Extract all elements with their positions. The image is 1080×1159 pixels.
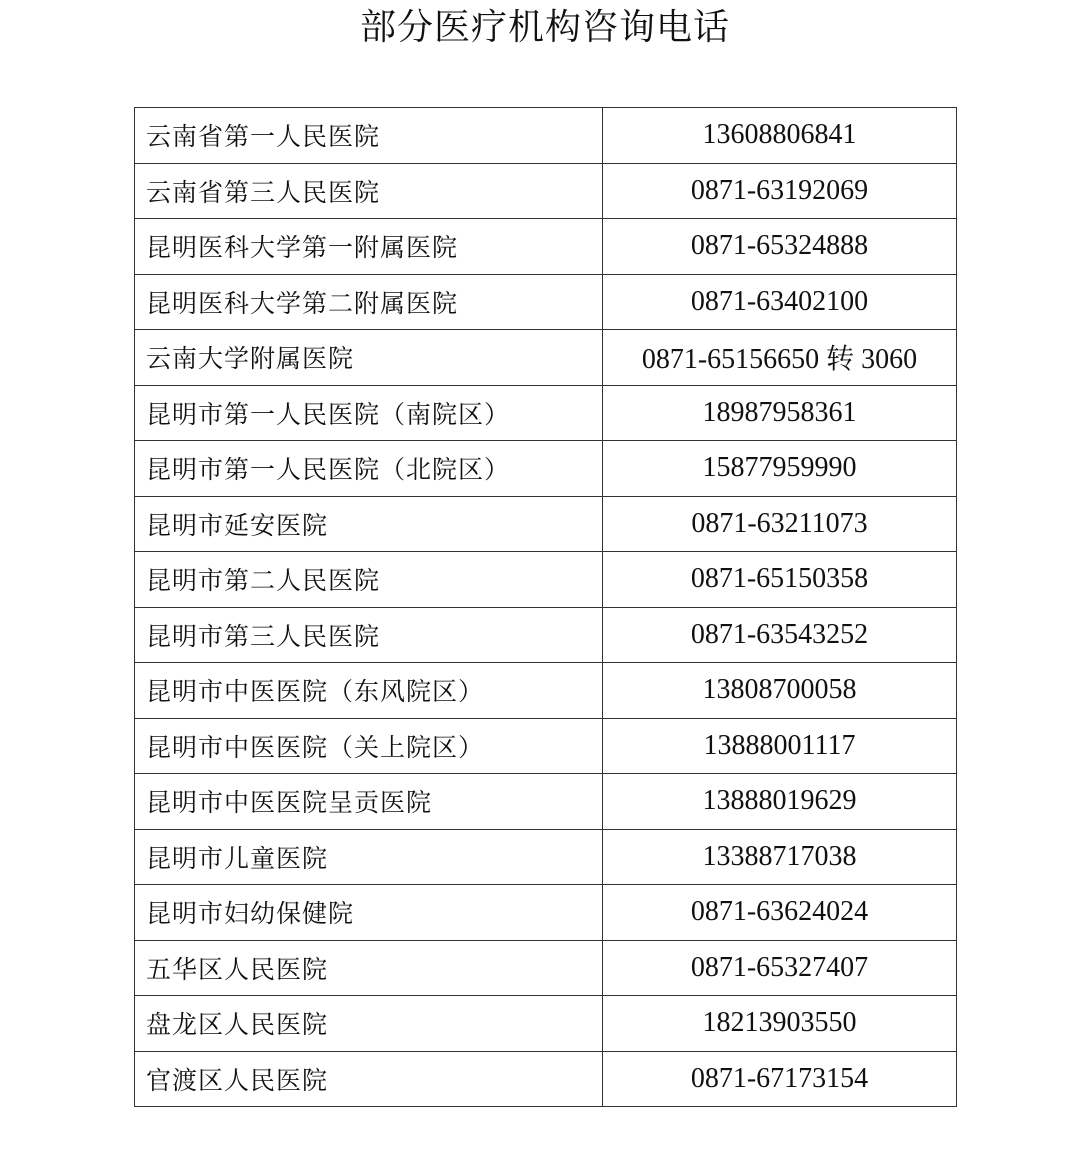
table-row xyxy=(135,330,957,386)
table-row xyxy=(135,885,957,941)
hospital-name: 云南大学附属医院 xyxy=(135,330,603,386)
phone-number: 0871-65150358 xyxy=(603,552,957,608)
phone-number: 13388717038 xyxy=(603,829,957,885)
table-row xyxy=(135,663,957,719)
hospital-name: 昆明市第三人民医院 xyxy=(135,607,603,663)
hospital-name: 昆明市妇幼保健院 xyxy=(135,885,603,941)
hospital-name: 云南省第一人民医院 xyxy=(135,108,603,164)
hospital-name: 昆明市中医医院（关上院区） xyxy=(135,718,603,774)
table-row xyxy=(135,496,957,552)
hospital-name: 官渡区人民医院 xyxy=(135,1051,603,1107)
table-row xyxy=(135,163,957,219)
phone-number: 0871-63624024 xyxy=(603,885,957,941)
phone-number: 18213903550 xyxy=(603,996,957,1052)
table-row xyxy=(135,219,957,275)
table-row xyxy=(135,552,957,608)
hospital-name: 云南省第三人民医院 xyxy=(135,163,603,219)
table-row xyxy=(135,774,957,830)
phone-number: 13888001117 xyxy=(603,718,957,774)
table-row xyxy=(135,108,957,164)
table-row xyxy=(135,607,957,663)
phone-number: 0871-65327407 xyxy=(603,940,957,996)
table-row xyxy=(135,829,957,885)
hospital-name: 昆明市第一人民医院（南院区） xyxy=(135,385,603,441)
table-row xyxy=(135,385,957,441)
phone-number: 18987958361 xyxy=(603,385,957,441)
phone-number: 13608806841 xyxy=(603,108,957,164)
hospital-name: 盘龙区人民医院 xyxy=(135,996,603,1052)
hospital-name: 昆明市第二人民医院 xyxy=(135,552,603,608)
hospital-name: 昆明医科大学第一附属医院 xyxy=(135,219,603,275)
table-row xyxy=(135,718,957,774)
hospital-name: 昆明市儿童医院 xyxy=(135,829,603,885)
hospital-name: 昆明医科大学第二附属医院 xyxy=(135,274,603,330)
hospital-name: 五华区人民医院 xyxy=(135,940,603,996)
table-row xyxy=(135,996,957,1052)
phone-number: 0871-63402100 xyxy=(603,274,957,330)
table-row xyxy=(135,940,957,996)
table-row xyxy=(135,274,957,330)
phone-number: 13808700058 xyxy=(603,663,957,719)
table-row xyxy=(135,1051,957,1107)
phone-number: 0871-67173154 xyxy=(603,1051,957,1107)
phone-number: 0871-63192069 xyxy=(603,163,957,219)
phone-number: 0871-65324888 xyxy=(603,219,957,275)
phone-number: 0871-63543252 xyxy=(603,607,957,663)
hospital-name: 昆明市中医医院呈贡医院 xyxy=(135,774,603,830)
phone-number: 13888019629 xyxy=(603,774,957,830)
phone-number: 0871-63211073 xyxy=(603,496,957,552)
hospital-name: 昆明市第一人民医院（北院区） xyxy=(135,441,603,497)
phone-number: 15877959990 xyxy=(603,441,957,497)
hospital-name: 昆明市延安医院 xyxy=(135,496,603,552)
page-title: 部分医疗机构咨询电话 xyxy=(359,7,730,48)
table-row xyxy=(135,441,957,497)
phone-number: 0871-65156650 转 3060 xyxy=(603,330,957,386)
hospital-name: 昆明市中医医院（东风院区） xyxy=(135,663,603,719)
contact-table xyxy=(134,107,957,1107)
